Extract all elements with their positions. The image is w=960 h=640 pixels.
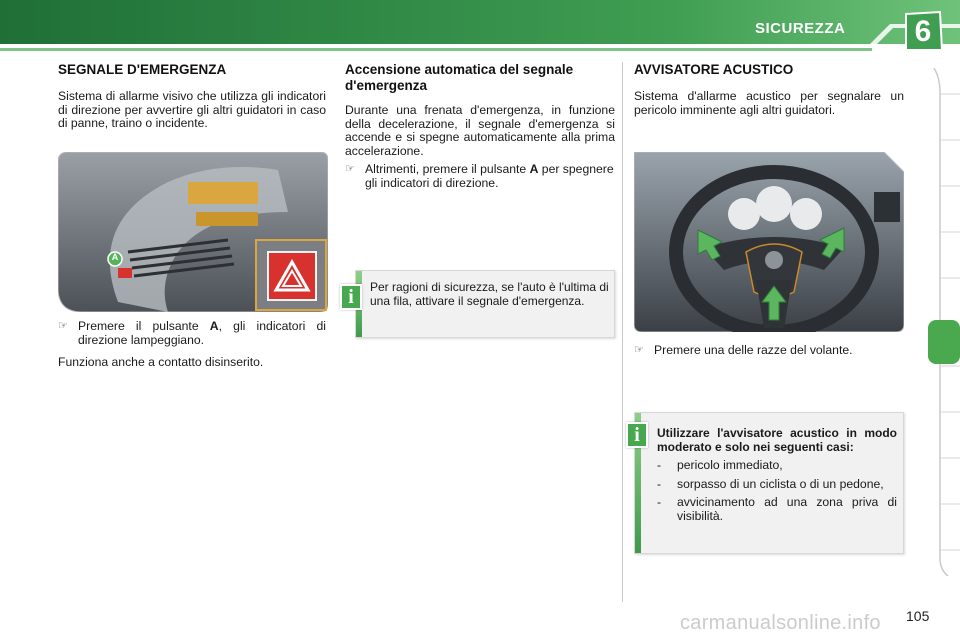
chapter-number: 6 [914, 15, 932, 48]
horn-info-list [657, 459, 897, 523]
horn-section [634, 62, 904, 117]
safety-info-text: Per ragioni di sicurezza, se l'auto è l'ultima di una fila, attivare il segnale d'emergenza. [370, 280, 609, 308]
chapter-tab-strip [926, 68, 960, 576]
active-chapter-tab[interactable] [928, 320, 960, 364]
steering-wheel-image [634, 152, 904, 332]
hazard-image [58, 152, 328, 312]
pointing-hand-icon: ☞ [58, 320, 68, 332]
column-divider [622, 62, 623, 602]
info-icon: i [340, 284, 362, 310]
list-item: - pericolo immediato, [657, 458, 783, 472]
hazard-intro: Sistema di allarme visivo che utilizza gli indicatori di direzione per avvertire gli altri guidatori in caso di panne, traino o incidente. [58, 89, 326, 130]
hazard-instructions [58, 320, 326, 370]
hazard-bullet: ☞ Premere il pulsante A, gli indicatori di direzione lampeggiano. [58, 319, 327, 347]
hazard-section [58, 62, 326, 131]
section-title: SICUREZZA [755, 20, 846, 37]
watermark: carmanualsonline.info [680, 612, 881, 634]
horn-info-box [634, 412, 904, 554]
pointing-hand-icon: ☞ [345, 163, 355, 175]
auto-hazard-heading: Accensione automatica del segnale d'emergenza [345, 62, 574, 93]
auto-hazard-section [345, 62, 615, 190]
horn-heading: AVVISATORE ACUSTICO [634, 62, 794, 77]
hazard-button-small [118, 268, 132, 278]
horn-instructions [634, 344, 904, 358]
horn-intro: Sistema d'allarme acustico per segnalare un pericolo imminente agli altri guidatori. [634, 89, 904, 117]
hazard-heading: SEGNALE D'EMERGENZA [58, 62, 227, 77]
auto-hazard-body: Durante una frenata d'emergenza, in funzione della decelerazione, il segnale d'emergenza si accende e si spegne automaticamente alla prima accelerazione. [345, 103, 615, 158]
info-icon: i [626, 422, 648, 448]
horn-bullet: ☞ Premere una delle razze del volante. [634, 343, 853, 357]
safety-info-box [355, 270, 615, 338]
list-item: - sorpasso di un ciclista o di un pedone, [657, 476, 884, 491]
list-item: - avvicinamento ad una zona priva di visibilità. [657, 495, 897, 523]
auto-hazard-bullet: ☞ Altrimenti, premere il pulsante A per spegnere gli indicatori di direzione. [345, 162, 614, 190]
page-number: 105 [906, 608, 930, 624]
page-header [0, 0, 960, 58]
button-a-label: A [111, 252, 119, 262]
horn-info-title: Utilizzare l'avvisatore acustico in modo moderato e solo nei seguenti casi: [657, 426, 897, 454]
peugeot-logo [765, 251, 783, 269]
hazard-note: Funziona anche a contatto disinserito. [58, 355, 264, 369]
pointing-hand-icon: ☞ [634, 344, 644, 356]
